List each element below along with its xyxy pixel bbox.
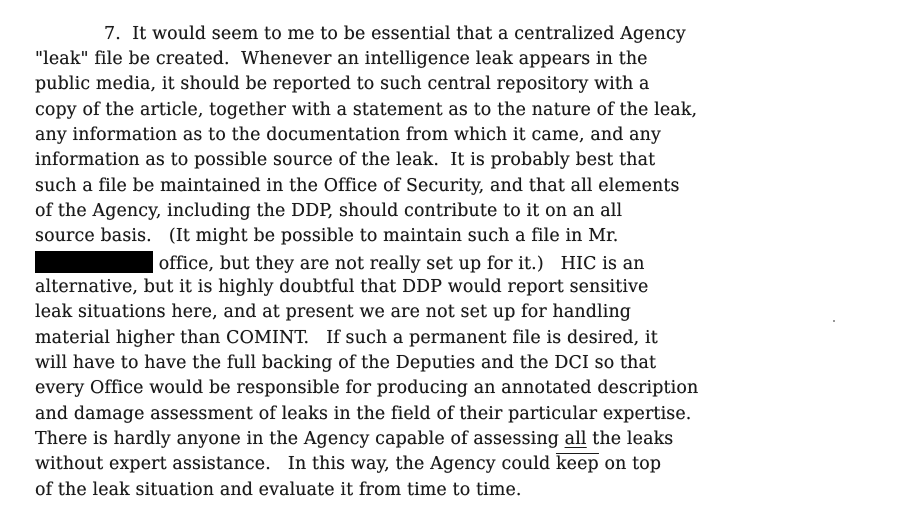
scan-speck	[833, 320, 835, 322]
line-17-post: the leaks	[586, 429, 674, 449]
text-line-1	[104, 23, 686, 45]
text-line-17	[35, 428, 673, 450]
line-17-pre: There is hardly anyone in the Agency capable of assessing	[35, 429, 565, 449]
redaction-block	[35, 251, 153, 273]
text-line-18	[35, 453, 661, 475]
line-18-post: on top	[598, 454, 662, 474]
text-line-9: source basis. (It might be possible to maintain such a file in Mr.	[35, 226, 619, 246]
text-line-7: such a file be maintained in the Office of Security, and that all elements	[35, 176, 680, 196]
line-10-text: office, but they are not really set up for it.) HIC is an	[158, 254, 645, 274]
text-line-6: information as to possible source of the leak. It is probably best that	[35, 150, 656, 170]
line-18-pre: without expert assistance. In this way, the Agency could	[35, 454, 556, 474]
text-line-8: of the Agency, including the DDP, should contribute to it on an all	[35, 201, 623, 221]
text-line-16: and damage assessment of leaks in the field of their particular expertise.	[35, 404, 692, 424]
text-line-5: any information as to the documentation from which it came, and any	[35, 125, 662, 145]
text-line-11: alternative, but it is highly doubtful that DDP would report sensitive	[35, 277, 649, 297]
underlined-word-all: all	[564, 429, 587, 449]
text-line-3: public media, it should be reported to such central repository with a	[35, 74, 650, 94]
text-line-2: "leak" file be created. Whenever an intelligence leak appears in the	[35, 49, 648, 69]
paragraph-number: 7.	[104, 24, 121, 44]
text-line-10	[35, 251, 645, 275]
text-line-15: every Office would be responsible for producing an annotated description	[35, 378, 699, 398]
text-line-12: leak situations here, and at present we are not set up for handling	[35, 302, 632, 322]
text-line-19: of the leak situation and evaluate it from time to time.	[35, 480, 522, 500]
text-line-14: will have to have the full backing of the Deputies and the DCI so that	[35, 353, 657, 373]
text-line-13: material higher than COMINT. If such a permanent file is desired, it	[35, 328, 658, 348]
line-1-text: It would seem to me to be essential that a centralized Agency	[132, 24, 686, 44]
text-line-4: copy of the article, together with a statement as to the nature of the leak,	[35, 100, 698, 120]
overlined-word-keep: keep	[555, 454, 599, 474]
